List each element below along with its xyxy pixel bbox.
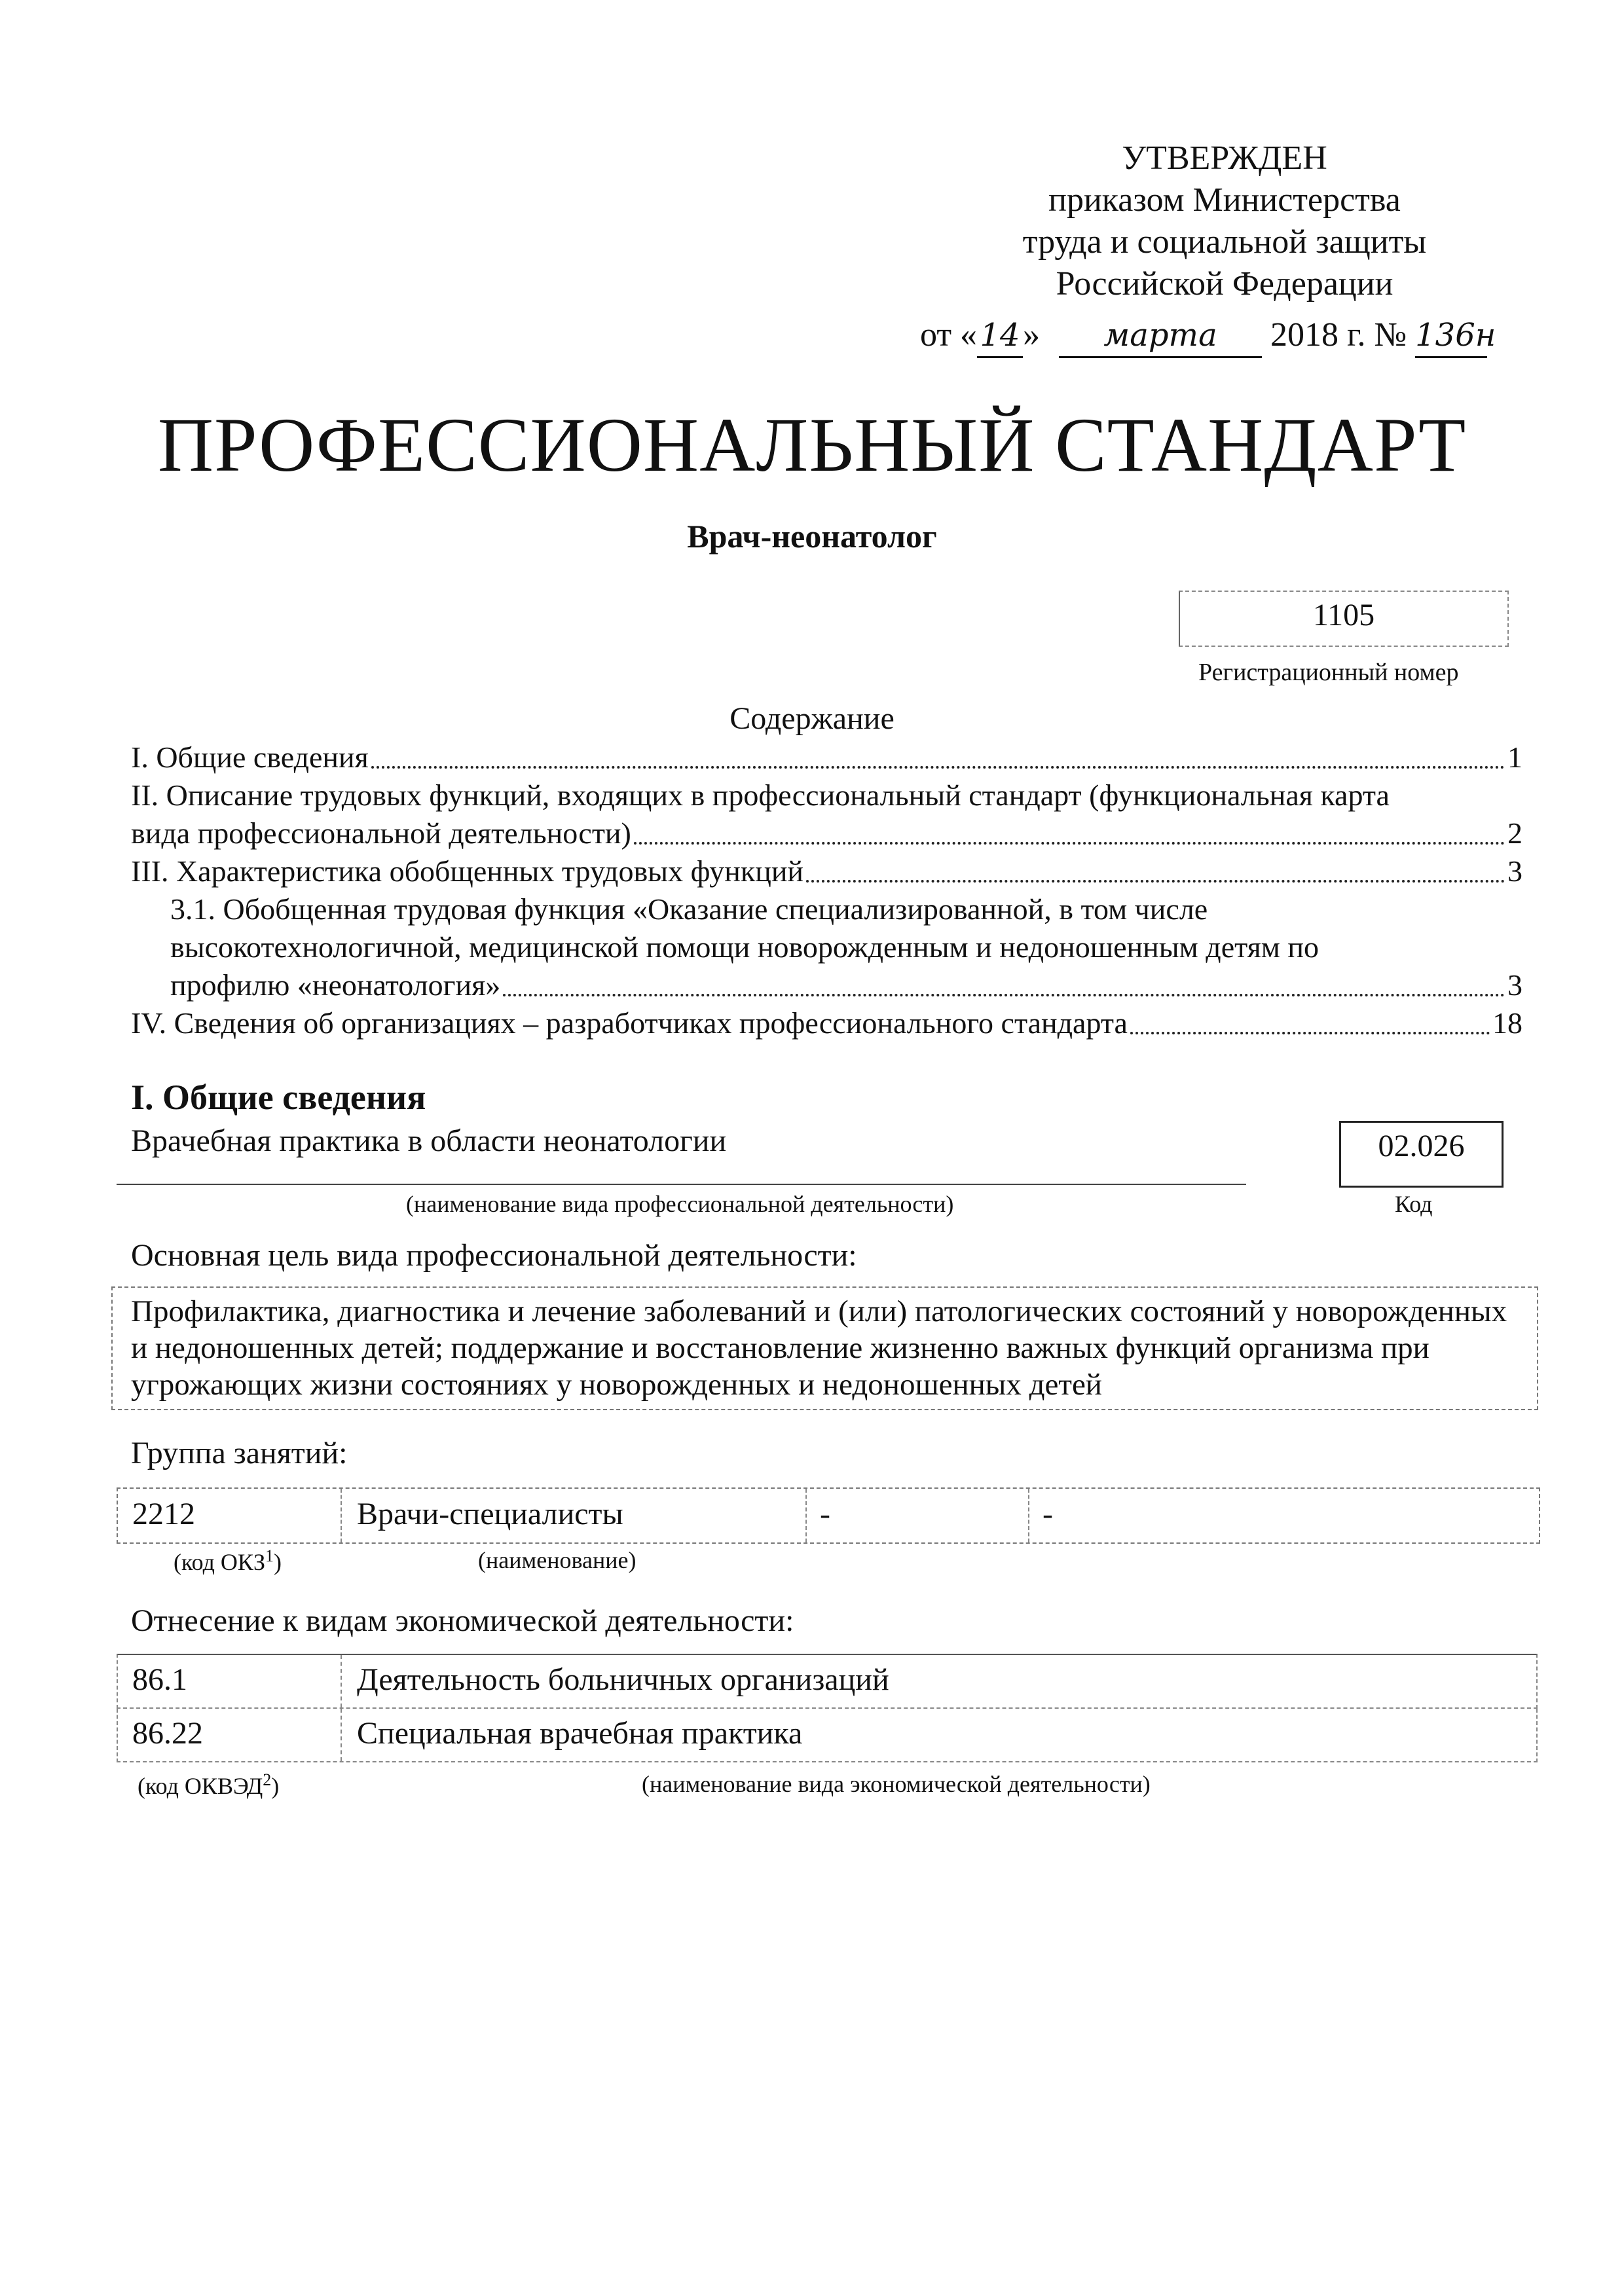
toc-entry-text: IV. Сведения об организациях – разработчиках профессионального стандарта <box>131 1006 1128 1040</box>
approval-date-line <box>920 314 1496 358</box>
toc-entry-text: III. Характеристика обобщенных трудовых функций <box>131 854 804 888</box>
economic-activity-label: Отнесение к видам экономической деятельности: <box>131 1603 794 1638</box>
toc-entry-page: 18 <box>1492 1006 1522 1040</box>
okved-caption <box>138 1770 279 1800</box>
document-subtitle: Врач-неонатолог <box>687 518 937 555</box>
table-row <box>117 1709 1538 1762</box>
date-day-handwritten: 14 <box>977 314 1023 358</box>
date-mid: » <box>1023 316 1041 354</box>
approval-line-country: Российской Федерации <box>1056 265 1393 302</box>
okved-code: 86.22 <box>132 1716 203 1751</box>
toc-leader <box>1130 1032 1490 1034</box>
toc-entry-text: профилю «неонатология» <box>170 968 501 1002</box>
cell-divider <box>1028 1489 1029 1542</box>
okz-caption-end: ) <box>273 1549 282 1575</box>
toc-leader <box>503 994 1505 996</box>
toc-entry-page: 3 <box>1507 854 1522 888</box>
approval-line-order: приказом Министерства <box>1048 181 1401 219</box>
date-prefix: от « <box>920 316 978 354</box>
toc-entry-line[interactable]: высокотехнологичной, медицинской помощи новорожденным и недоношенным детям по <box>170 930 1319 964</box>
occupation-extra-code: - <box>820 1497 830 1531</box>
occupation-group-table <box>117 1487 1540 1544</box>
approval-line-ministry: труда и социальной защиты <box>1022 223 1427 261</box>
activity-name: Врачебная практика в области неонатологии <box>131 1123 727 1158</box>
toc-entry-page: 2 <box>1507 816 1522 850</box>
activity-code-box <box>1339 1121 1504 1188</box>
okved-caption-text: (код ОКВЭД <box>138 1773 263 1799</box>
toc-leader <box>806 880 1505 883</box>
okved-code: 86.1 <box>132 1662 187 1697</box>
toc-title: Содержание <box>729 701 895 736</box>
toc-entry[interactable] <box>131 1004 1522 1042</box>
registration-number-caption: Регистрационный номер <box>1198 659 1459 686</box>
activity-caption: (наименование вида профессиональной деятельности) <box>406 1191 954 1217</box>
okved-name: Деятельность больничных организаций <box>357 1662 889 1697</box>
occupation-extra-name: - <box>1043 1497 1053 1531</box>
toc-leader <box>371 766 1505 769</box>
section-heading: I. Общие сведения <box>131 1078 426 1117</box>
toc-entry[interactable] <box>131 814 1522 852</box>
toc-entry-text: I. Общие сведения <box>131 740 369 774</box>
cell-divider <box>805 1489 807 1542</box>
economic-activity-table <box>117 1654 1538 1762</box>
footnote-ref[interactable]: 1 <box>265 1546 274 1565</box>
toc-entry-page: 1 <box>1507 740 1522 774</box>
cell-divider <box>341 1655 342 1707</box>
registration-number-box <box>1179 591 1509 647</box>
date-year: 2018 г. № <box>1270 316 1407 354</box>
date-month-handwritten: марта <box>1059 314 1262 358</box>
toc-entry-text: вида профессиональной деятельности) <box>131 816 631 850</box>
toc-entry[interactable] <box>131 738 1522 776</box>
registration-number: 1105 <box>1312 598 1375 632</box>
occupation-name: Врачи-специалисты <box>357 1497 623 1531</box>
toc-entry-page: 3 <box>1507 968 1522 1002</box>
footnote-ref[interactable]: 2 <box>263 1770 272 1789</box>
cell-divider <box>341 1489 342 1542</box>
toc-entry[interactable] <box>131 966 1522 1004</box>
goal-text: Профилактика, диагностика и лечение заболеваний и (или) патологических состояний у новорожденных и недоношенных детей; поддержание и восстановление жизненно важных функций организма при угрожающих жизни состояниях у новорожденных и недоношенных детей <box>131 1294 1507 1402</box>
table-row <box>117 1654 1538 1709</box>
toc-entry-line[interactable]: 3.1. Обобщенная трудовая функция «Оказание специализированной, в том числе <box>170 892 1208 926</box>
okz-caption-text: (код ОКЗ <box>174 1549 265 1575</box>
code-caption: Код <box>1395 1191 1433 1217</box>
okz-caption <box>174 1546 282 1576</box>
activity-underline <box>117 1184 1246 1185</box>
okved-caption-end: ) <box>271 1773 280 1799</box>
activity-code: 02.026 <box>1378 1129 1465 1163</box>
occupation-code: 2212 <box>132 1497 195 1531</box>
toc-entry-line[interactable]: II. Описание трудовых функций, входящих в профессиональный стандарт (функциональная карта <box>131 778 1390 812</box>
approval-block <box>877 137 1572 305</box>
order-number-handwritten: 136н <box>1415 314 1487 358</box>
occupation-group-label: Группа занятий: <box>131 1436 348 1470</box>
table-of-contents <box>131 738 1522 1042</box>
economic-activity-caption: (наименование вида экономической деятельности) <box>642 1771 1151 1797</box>
okved-name: Специальная врачебная практика <box>357 1716 803 1751</box>
group-name-caption: (наименование) <box>478 1547 637 1573</box>
document-title: ПРОФЕССИОНАЛЬНЫЙ СТАНДАРТ <box>157 402 1467 488</box>
cell-divider <box>341 1709 342 1761</box>
approval-status: УТВЕРЖДЕН <box>1122 139 1327 177</box>
toc-leader <box>634 842 1505 845</box>
toc-entry[interactable] <box>131 852 1522 890</box>
goal-label: Основная цель вида профессиональной деятельности: <box>131 1238 857 1273</box>
